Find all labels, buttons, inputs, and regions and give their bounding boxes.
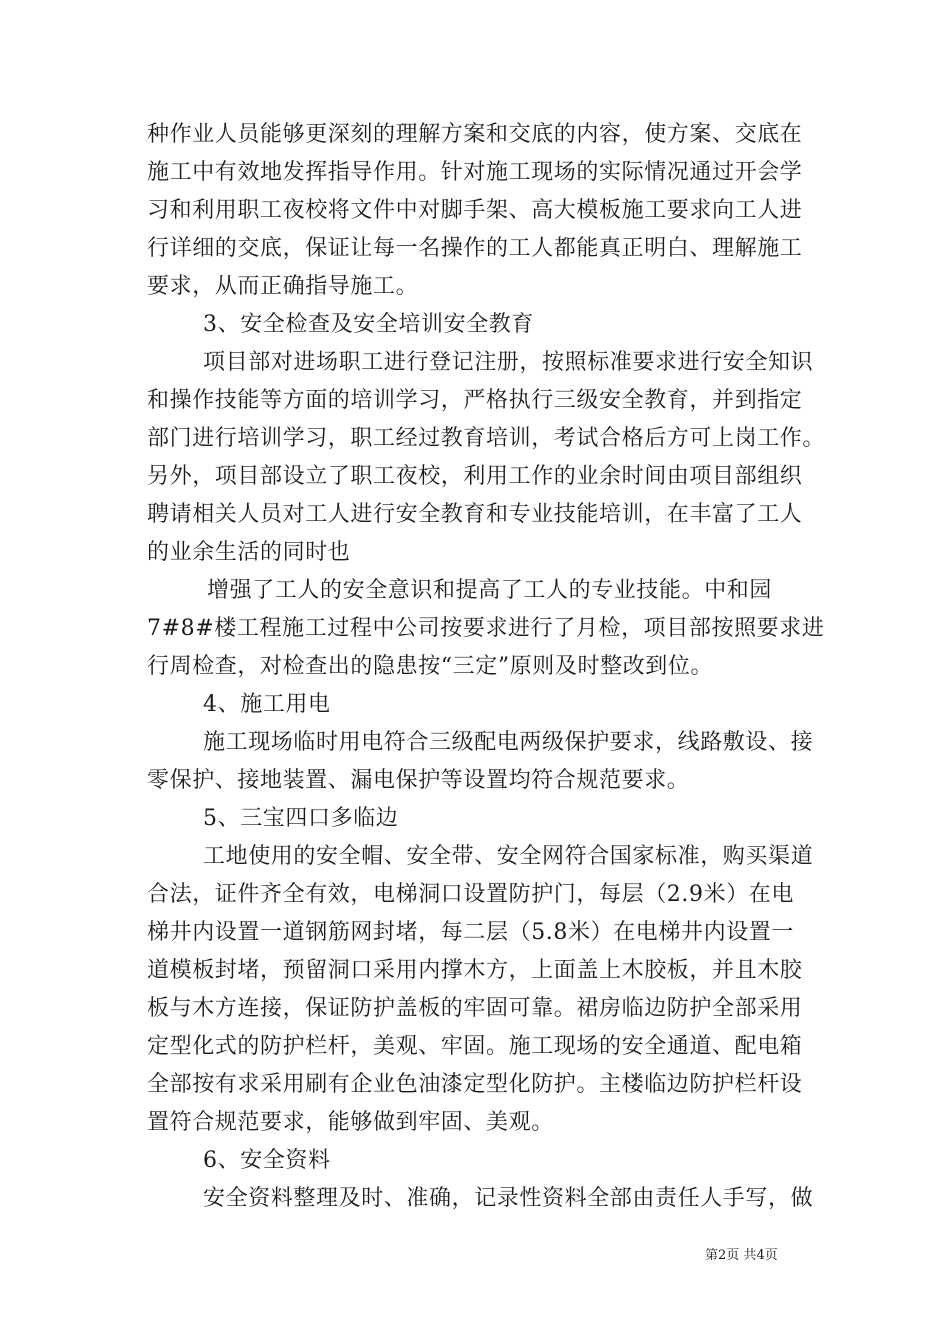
text-line: 行周检查，对检查出的隐患按“三定”原则及时整改到位。 xyxy=(147,654,714,679)
text-line: 聘请相关人员对工人进行安全教育和专业技能培训，在丰富了工人 xyxy=(147,502,803,527)
text-line: 置符合规范要求，能够做到牢固、美观。 xyxy=(147,1110,554,1135)
text-line: 施工中有效地发挥指导作用。针对施工现场的实际情况通过开会学 xyxy=(147,160,803,185)
text-line: 施工现场临时用电符合三级配电两级保护要求，线路敷设、接 xyxy=(203,730,814,755)
section-heading: 6、安全资料 xyxy=(203,1148,331,1173)
footer-prefix: 第 xyxy=(705,1248,719,1263)
footer-middle: 页 共 xyxy=(726,1248,757,1263)
text-line: 安全资料整理及时、准确，记录性资料全部由责任人手写，做 xyxy=(203,1186,814,1211)
text-line: 7#8#楼工程施工过程中公司按要求进行了月检，项目部按照要求进 xyxy=(147,616,825,641)
text-line: 要求，从而正确指导施工。 xyxy=(147,274,419,299)
total-pages-number: 4 xyxy=(756,1248,765,1263)
text-line: 项目部对进场职工进行登记注册，按照标准要求进行安全知识 xyxy=(203,350,814,375)
text-line: 的业余生活的同时也 xyxy=(147,540,351,565)
text-line: 工地使用的安全帽、安全带、安全网符合国家标准，购买渠道 xyxy=(203,844,814,869)
text-line: 部门进行培训学习，职工经过教育培训，考试合格后方可上岗工作。 xyxy=(147,426,826,451)
text-line: 增强了工人的安全意识和提高了工人的专业技能。中和园 xyxy=(207,578,773,603)
text-line: 梯井内设置一道钢筋网封堵，每二层（5.8米）在电梯井内设置一 xyxy=(147,920,794,945)
section-heading: 3、安全检查及安全培训安全教育 xyxy=(203,312,534,337)
text-line: 和操作技能等方面的培训学习，严格执行三级安全教育，并到指定 xyxy=(147,388,803,413)
current-page-number: 2 xyxy=(718,1248,727,1263)
page-footer xyxy=(705,1248,778,1264)
text-line: 全部按有求采用刷有企业色油漆定型化防护。主楼临边防护栏杆设 xyxy=(147,1072,803,1097)
text-line: 板与木方连接，保证防护盖板的牢固可靠。裙房临边防护全部采用 xyxy=(147,996,803,1021)
text-line: 定型化式的防护栏杆，美观、牢固。施工现场的安全通道、配电箱 xyxy=(147,1034,803,1059)
section-heading: 4、施工用电 xyxy=(203,692,331,717)
text-line: 另外，项目部设立了职工夜校，利用工作的业余时间由项目部组织 xyxy=(147,464,803,489)
text-line: 习和利用职工夜校将文件中对脚手架、高大模板施工要求向工人进 xyxy=(147,198,803,223)
text-line: 种作业人员能够更深刻的理解方案和交底的内容，使方案、交底在 xyxy=(147,122,803,147)
text-line: 零保护、接地装置、漏电保护等设置均符合规范要求。 xyxy=(147,768,690,793)
footer-suffix: 页 xyxy=(764,1248,778,1263)
section-heading: 5、三宝四口多临边 xyxy=(203,806,399,831)
text-line: 行详细的交底，保证让每一名操作的工人都能真正明白、理解施工 xyxy=(147,236,803,261)
text-line: 合法，证件齐全有效，电梯洞口设置防护门，每层（2.9米）在电 xyxy=(147,882,794,907)
text-line: 道模板封堵，预留洞口采用内撑木方，上面盖上木胶板，并且木胶 xyxy=(147,958,803,983)
